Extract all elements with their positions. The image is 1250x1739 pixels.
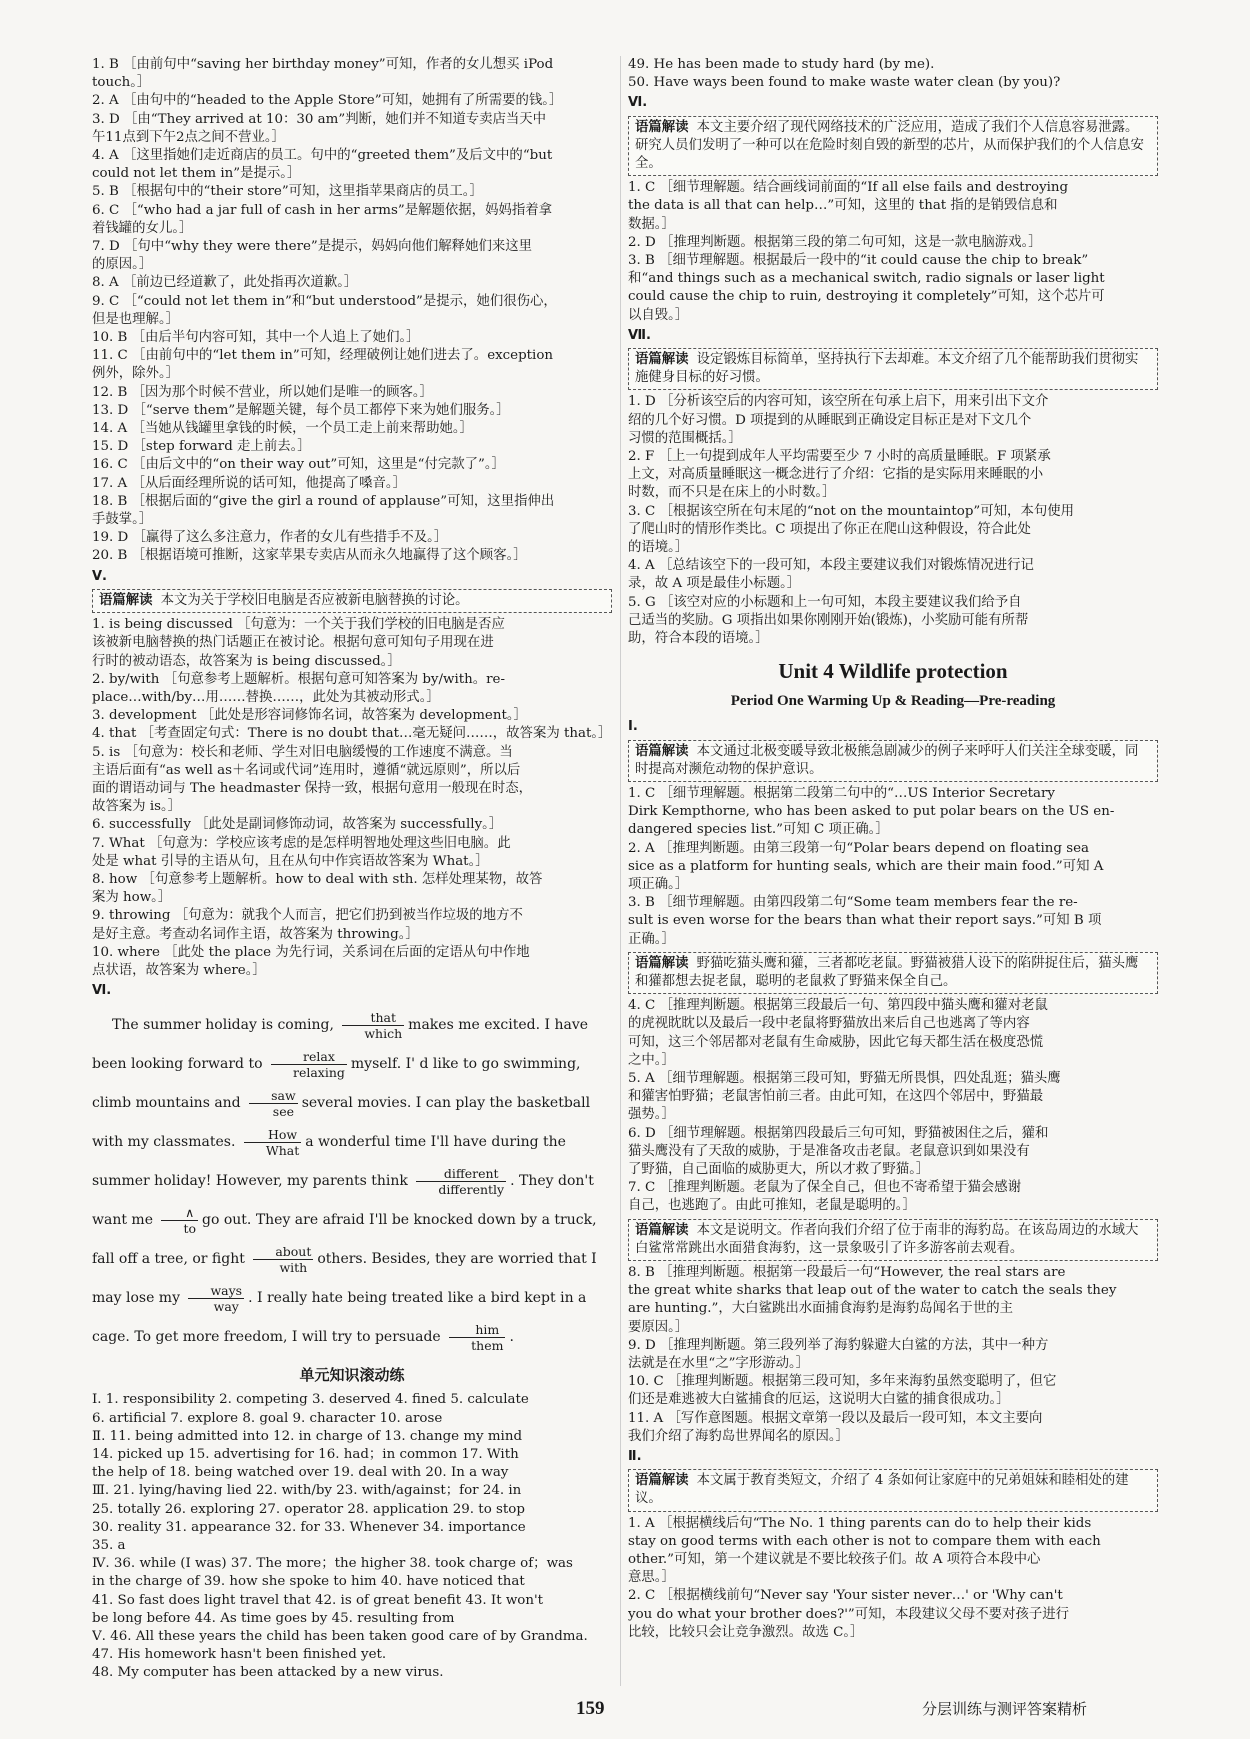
answer-line: 5. G ［该空对应的小标题和上一句可知，本段主要建议我们给予自 [628,594,1022,610]
correction-original: him [449,1322,505,1338]
passage-summary-text: 本文通过北极变暖导致北极熊急剧减少的例子来呼吁人们关注全球变暖，同时提高对濒危动物的保护意识。 [635,743,1139,777]
correction-fixed: differently [438,1181,505,1197]
answer-line: sult is even worse for the bears than what their report says.”可知 B 项 [628,913,1102,929]
correction-mark [188,1283,244,1314]
essay-text: go out. They are afraid I'll be knocked down by a truck, fall off a tree, or fight [92,1212,597,1268]
section-number: Ⅶ. [628,327,651,343]
answer-line: 4. A ［这里指她们走近商店的员工。句中的“greeted them”及后文中的“but [92,148,553,164]
correction-original: different [416,1166,506,1182]
correction-fixed: way [213,1298,239,1314]
passage-summary-tag: 语篇解读 [635,352,689,368]
answer-line: other.”可知，第一个建议就是不要比较孩子们。故 A 项符合本段中心 [628,1552,1041,1568]
correction-mark [342,1010,404,1041]
answer-line: 意思。］ [628,1570,675,1586]
answer-line: 2. A ［推理判断题。由第三段第一句“Polar bears depend on floating sea [628,840,1089,856]
answer-line: 项正确。］ [628,876,689,892]
correction-fixed: see [272,1103,294,1119]
review-answer-line: 48. My computer has been attacked by a new virus. [92,1665,444,1681]
passage-summary-box [628,1219,1158,1261]
essay-text: myself. I' d like to go swimming, climb mountains and [92,1056,581,1112]
answer-line: 3. B ［细节理解题。根据最后一段中的“it could cause the chip to break” [628,253,1089,269]
unit-title: Unit 4 Wildlife protection [778,659,1008,684]
answer-line: 的虎视眈眈以及最后一段中老鼠将野猫放出来后自己也逃离了等内容 [628,1016,1030,1032]
answer-line: 4. that ［考查固定句式：There is no doubt that…毫无疑问……，故答案为 that。］ [92,726,612,742]
answer-line: could cause the chip to ruin, destroying it completely”可知，这个芯片可 [628,289,1105,305]
answer-line: 2. by/with ［句意参考上题解析。根据句意可知答案为 by/with。re- [92,671,506,687]
answer-line: 正确。］ [628,931,675,947]
answer-line: 1. A ［根据横线后句“The No. 1 thing parents can do to help their kids [628,1515,1092,1531]
answer-line: 习惯的范围概括。］ [628,430,742,446]
correction-fixed: with [279,1259,308,1275]
answer-line: 的原因。］ [92,257,153,273]
answer-line: 20. B ［根据语境可推断，这家苹果专卖店从而永久地赢得了这个顾客。］ [92,548,527,564]
review-answer-line: Ⅲ. 21. lying/having lied 22. with/by 23. with/against；for 24. in [92,1483,522,1499]
answer-line: 10. where ［此处 the place 为先行词，关系词在后面的定语从句中作地 [92,944,530,960]
answer-line: 10. C ［推理判断题。根据第三段可知，多年来海豹虽然变聪明了，但它 [628,1374,1057,1390]
answer-line: 该被新电脑替换的热门话题正在被讨论。根据句意可知句子用现在进 [92,635,494,651]
answer-line: 可知，这三个邻居都对老鼠有生命威胁，因此它每天都生活在极度恐慌 [628,1034,1044,1050]
answer-line: 要原因。］ [628,1319,689,1335]
answer-line: 绍的几个好习惯。D 项提到的从睡眠到正确设定目标正是对下文几个 [628,412,1032,428]
answer-line: 1. B ［由前句中“saving her birthday money”可知，作者的女儿想买 iPod [92,57,554,72]
answer-line: 1. C ［细节理解题。根据第二段第二句中的“…US Interior Secretary [628,785,1056,801]
answer-line: the great white sharks that leap out of the water to catch the seals they [628,1283,1117,1299]
answer-line: 和獾害怕野猫；老鼠害怕前三者。由此可知，在这四个邻居中，野猫最 [628,1089,1044,1105]
answer-line: 是好主意。考查动名词作主语，故答案为 throwing。］ [92,926,419,942]
answer-line: 17. A ［从后面经理所说的话可知，他提高了嗓音。］ [92,475,406,491]
answer-line: 9. throwing ［句意为：就我个人而言，把它们扔到被当作垃圾的地方不 [92,908,523,924]
answer-line: 1. D ［分析该空后的内容可知，该空所在句承上启下，用来引出下文介 [628,394,1049,410]
column-divider [620,56,621,1686]
correction-mark [161,1205,198,1236]
correction-mark [449,1322,505,1353]
answer-line: 15. D ［step forward 走上前去。］ [92,439,311,455]
answer-line: 比较，比较只会让竞争激烈。故选 C。］ [628,1624,864,1640]
answer-line: touch。］ [92,75,151,91]
answer-line: 了爬山时的情形作类比。C 项提出了你正在爬山这种假设，符合此处 [628,521,1031,537]
answer-line: 2. F ［上一句提到成年人平均需要至少 7 小时的高质量睡眠。F 项紧承 [628,449,1051,465]
passage-summary-box [628,952,1158,994]
answer-line: 助，符合本段的语境。］ [628,631,769,647]
correction-original: about [253,1244,313,1260]
unit-review-answers [92,1391,612,1682]
passage-summary-text: 本文主要介绍了现代网络技术的广泛应用，造成了我们个人信息容易泄露。研究人员们发明了一种可以在危险时刻自毁的新型的芯片，从而保护我们的个人信息安全。 [635,119,1144,172]
review-answer-line: 35. a [92,1537,126,1553]
correction-original: ∧ [161,1205,198,1221]
answer-line: 猫头鹰没有了天敌的威胁，于是准备攻击老鼠。老鼠意识到如果没有 [628,1143,1030,1159]
right-column [628,56,1158,1642]
essay-text: . I really hate being treated like a bird kept in a cage. To get more freedom, I will try to persuade [92,1290,587,1346]
answer-line: you do what your brother does?'”可知，本段建议父母不要对孩子进行 [628,1606,1070,1622]
book-title: 分层训练与测评答案精析 [922,1700,1088,1718]
answer-line: 己适当的奖励。G 项指出如果你刚刚开始(锻炼)，小奖励可能有所帮 [628,612,1029,628]
review-answer-line: Ⅴ. 46. All these years the child has been taken good care of by Grandma. [92,1629,588,1644]
answer-line: 强势。］ [628,1107,675,1123]
section-number: Ⅰ. [628,719,638,735]
answer-line: 11. C ［由前句中的“let them in”可知，经理破例让她们进去了。exception [92,348,554,364]
error-correction-essay [92,1006,612,1357]
answer-line: 我们介绍了海豹岛世界闻名的原因。］ [628,1428,849,1444]
answer-line: 手鼓掌。］ [92,512,153,528]
essay-text: The summer holiday is coming, [112,1017,339,1034]
answer-line: 时数，而不只是在床上的小时数。］ [628,485,836,501]
answer-line: 8. B ［推理判断题。根据第一段最后一句“However, the real stars are [628,1264,1066,1280]
answer-line: 之中。］ [628,1052,675,1068]
answer-line: 数据。］ [628,216,675,232]
answer-line: 6. successfully ［此处是副词修饰动词，故答案为 successfully。］ [92,817,503,833]
answer-line: 案为 how。］ [92,890,172,906]
correction-fixed: relaxing [292,1064,345,1080]
correction-mark [271,1049,347,1080]
correction-original: that [342,1010,404,1026]
answer-line: 和“and things such as a mechanical switch, radio signals or laser light [628,271,1105,287]
answer-line: 法就是在水里“之”字形游动。］ [628,1356,810,1371]
review-answer-line: 14. picked up 15. advertising for 16. had；in common 17. With [92,1446,519,1462]
right-answers-top [628,56,1158,648]
correction-fixed: What [265,1142,300,1158]
answer-line: 2. A ［由句中的“headed to the Apple Store”可知，她拥有了所需要的钱。］ [92,93,563,109]
section-number: Ⅱ. [628,1449,642,1465]
review-answer-line: in the charge of 39. how she spoke to him 40. have noticed that [92,1574,525,1590]
passage-summary-tag: 语篇解读 [635,1473,689,1489]
essay-text: . They don't want me [92,1173,594,1229]
answer-line: 5. is ［句意为：校长和老师、学生对旧电脑缓慢的工作速度不满意。当 [92,744,513,760]
answer-line: dangered species list.”可知 C 项正确。］ [628,822,889,838]
review-answer-line: 30. reality 31. appearance 32. for 33. Whenever 34. importance [92,1519,526,1535]
answer-line: 11. A ［写作意图题。根据文章第一段以及最后一段可知，本文主要向 [628,1410,1043,1426]
answer-line: 处是 what 引导的主语从句，且在从句中作宾语故答案为 What。］ [92,853,489,869]
answer-line: 故答案为 is。］ [92,799,182,815]
answer-line: 14. A ［当她从钱罐里拿钱的时候，一个员工走上前来帮助她。］ [92,421,473,437]
essay-text: . [509,1329,514,1346]
passage-summary-tag: 语篇解读 [635,1222,689,1238]
answer-line: 9. D ［推理判断题。第三段列举了海豹躲避大白鲨的方法，其中一种方 [628,1337,1049,1353]
answer-line: 3. C ［根据该空所在句末尾的“not on the mountaintop”可知，本句使用 [628,503,1075,519]
passage-summary-text: 本文为关于学校旧电脑是否应被新电脑替换的讨论。 [160,592,469,608]
answer-line: 1. is being discussed ［句意为：一个关于我们学校的旧电脑是否应 [92,617,505,633]
answer-line: 行时的被动语态，故答案为 is being discussed。］ [92,653,401,669]
correction-mark [244,1127,301,1158]
essay-text: a wonderful time I'll have during the summer holiday! However, my parents think [92,1134,566,1190]
answer-line: 的语境。］ [628,540,689,556]
passage-summary-text: 本文是说明文。作者向我们介绍了位于南非的海豹岛。在该岛周边的水域大白鲨常常跳出水面猎食海豹，这一景象吸引了许多游客前去观看。 [635,1222,1139,1256]
passage-summary-text: 设定锻炼目标简单，坚持执行下去却难。本文介绍了几个能帮助我们贯彻实施健身目标的好习惯。 [635,352,1139,386]
unit-review-title: 单元知识滚动练 [299,1366,405,1385]
correction-mark [416,1166,506,1197]
essay-text: several movies. I can play the basketball with my classmates. [92,1095,591,1151]
answer-line: 7. C ［推理判断题。老鼠为了保全自己，但也不寄希望于猫会感谢 [628,1180,1022,1196]
answer-line: 8. how ［句意参考上题解析。how to deal with sth. 怎样处理某物，故答 [92,871,543,887]
passage-summary-box [92,589,612,613]
correction-mark [253,1244,313,1275]
page-number: 159 [576,1698,605,1719]
review-answer-line: 25. totally 26. exploring 27. operator 28. application 29. to stop [92,1501,525,1517]
answer-line: 2. D ［推理判断题。根据第三段的第二句可知，这是一款电脑游戏。］ [628,234,1042,250]
passage-summary-box [628,740,1158,782]
right-answers-bottom [628,718,1158,1642]
period-title: Period One Warming Up & Reading—Pre-reading [730,693,1056,710]
answer-line: 18. B ［根据后面的“give the girl a round of applause”可知，这里指伸出 [92,493,555,509]
answer-line: 自己，也逃跑了。由此可推知，老鼠是聪明的。］ [628,1198,916,1214]
answer-line: 上文，对高质量睡眠这一概念进行了介绍：它指的是实际用来睡眠的小 [628,467,1044,483]
correction-fixed: which [364,1025,403,1041]
passage-summary-tag: 语篇解读 [635,119,689,135]
review-answer-line: 47. His homework hasn't been finished yet. [92,1647,387,1663]
passage-summary-box [628,348,1158,390]
correction-mark [249,1088,298,1119]
correction-fixed: to [183,1220,196,1236]
answer-line: place…with/by…用……替换……，此处为其被动形式。］ [92,689,440,705]
answer-line: 例外，除外。］ [92,366,180,382]
answer-line: 49. He has been made to study hard (by me). [628,57,935,72]
answer-line: 7. What ［句意为：学校应该考虑的是怎样明智地处理这些旧电脑。此 [92,835,511,851]
section-number: Ⅴ. [92,568,107,584]
answer-line: stay on good terms with each other is not to compare them with each [628,1533,1101,1549]
answer-line: 4. C ［推理判断题。根据第三段最后一句、第四段中猫头鹰和獾对老鼠 [628,998,1048,1014]
section-number: Ⅵ. [628,95,648,111]
answer-line: could not let them in”是提示。］ [92,166,301,182]
correction-original: relax [271,1049,347,1065]
answer-line: 面的谓语动词与 The headmaster 保持一致，根据句意用一般现在时态， [92,780,532,796]
answer-line: 录，故 A 项是最佳小标题。］ [628,576,801,592]
answer-line: 13. D ［“serve them”是解题关键，每个员工都停下来为她们服务。］ [92,402,510,418]
answer-line: 1. C ［细节理解题。结合画线词前面的“If all else fails and destroying [628,180,1069,196]
answer-line: are hunting.”，大白鲨跳出水面捕食海豹是海豹岛闻名于世的主 [628,1301,1013,1317]
passage-summary-tag: 语篇解读 [99,592,153,608]
passage-summary-text: 野猫吃猫头鹰和獾，三者都吃老鼠。野猫被猎人设下的陷阱捉住后，猫头鹰和獾都想去捉老鼠，聪明的老鼠救了野猫来保全自己。 [635,955,1139,989]
answer-line: 2. C ［根据横线前句“Never say 'Your sister never…' or 'Why can't [628,1588,1063,1604]
left-answers [92,56,612,1000]
answer-line: Dirk Kempthorne, who has been asked to put polar bears on the US en- [628,804,1115,820]
review-answer-line: be long before 44. As time goes by 45. resulting from [92,1610,455,1626]
answer-line: 19. D ［赢得了这么多注意力，作者的女儿有些措手不及。］ [92,530,448,546]
passage-summary-box [628,116,1158,177]
review-answer-line: Ⅱ. 11. being admitted into 12. in charge of 13. change my mind [92,1428,523,1444]
answer-line: 6. D ［细节理解题。根据第四段最后三句可知，野猫被困住之后，獾和 [628,1125,1049,1141]
left-column [92,56,612,1683]
answer-line: 午11点到下午2点之间不营业。］ [92,129,285,145]
correction-original: saw [249,1088,298,1104]
answer-line: 着钱罐的女儿。］ [92,220,193,236]
answer-line: 3. development ［此处是形容词修饰名词，故答案为 development。］ [92,708,527,724]
passage-summary-box [628,1469,1158,1511]
section-number: Ⅵ. [92,983,112,999]
answer-line: 4. A ［总结该空下的一段可知，本段主要建议我们对锻炼情况进行记 [628,558,1034,574]
answer-line: 5. B ［根据句中的“their store”可知，这里指苹果商店的员工。］ [92,184,483,200]
answer-line: 7. D ［句中“why they were there”是提示，妈妈向他们解释她们来这里 [92,239,533,255]
answer-line: 10. B ［由后半句内容可知，其中一个人追上了她们。］ [92,330,420,346]
review-answer-line: 41. So fast does light travel that 42. is of great benefit 43. It won't [92,1592,544,1608]
essay-text: others. Besides, they are worried that I may lose my [92,1251,597,1307]
answer-line: 以自毁。］ [628,307,689,323]
correction-original: How [244,1127,301,1143]
passage-summary-tag: 语篇解读 [635,743,689,759]
essay-text: makes me excited. I have been looking forward to [92,1017,589,1073]
answer-line: 12. B ［因为那个时候不营业，所以她们是唯一的顾客。］ [92,384,433,400]
answer-line: 6. C ［“who had a jar full of cash in her arms”是解题依据，妈妈指着拿 [92,202,553,218]
answer-line: 点状语，故答案为 where。］ [92,962,266,978]
answer-line: the data is all that can help…”可知，这里的 that 指的是销毁信息和 [628,198,1058,214]
correction-original: ways [188,1283,244,1299]
answer-line: 8. A ［前边已经道歉了，此处指再次道歉。］ [92,275,358,291]
answer-line: 们还是难逃被大白鲨捕食的厄运，这说明大白鲨的捕食很成功。］ [628,1392,1010,1408]
answer-line: 9. C ［“could not let them in”和“but understood”是提示，她们很伤心， [92,293,557,309]
review-answer-line: Ⅰ. 1. responsibility 2. competing 3. deserved 4. fined 5. calculate [92,1392,529,1408]
review-answer-line: the help of 18. being watched over 19. deal with 20. In a way [92,1465,509,1481]
review-answer-line: 6. artificial 7. explore 8. goal 9. character 10. arose [92,1410,443,1426]
answer-line: 3. D ［由“They arrived at 10：30 am”判断，她们并不知道专卖店当天中 [92,111,547,127]
answer-line: 16. C ［由后文中的“on their way out”可知，这里是“付完款了”。］ [92,457,505,473]
answer-line: 但是也理解。］ [92,311,180,327]
answer-line: 了野猫，自己面临的威胁更大，所以才救了野猫。］ [628,1161,930,1177]
correction-fixed: them [471,1337,504,1353]
answer-line: 5. A ［细节理解题。根据第三段可知，野猫无所畏惧，四处乱逛；猫头鹰 [628,1070,1061,1086]
review-answer-line: Ⅳ. 36. while (I was) 37. The more；the higher 38. took charge of；was [92,1556,573,1572]
answer-line: 3. B ［细节理解题。由第四段第二句“Some team members fear the re- [628,895,1078,911]
answer-line: sice as a platform for hunting seals, which are their main food.”可知 A [628,858,1104,874]
answer-line: 主语后面有“as well as＋名词或代词”连用时，遵循“就远原则”，所以后 [92,762,521,778]
answer-line: 50. Have ways been found to make waste water clean (by you)? [628,75,1061,91]
passage-summary-tag: 语篇解读 [635,955,689,971]
passage-summary-text: 本文属于教育类短文，介绍了 4 条如何让家庭中的兄弟姐妹和睦相处的建议。 [635,1473,1129,1507]
